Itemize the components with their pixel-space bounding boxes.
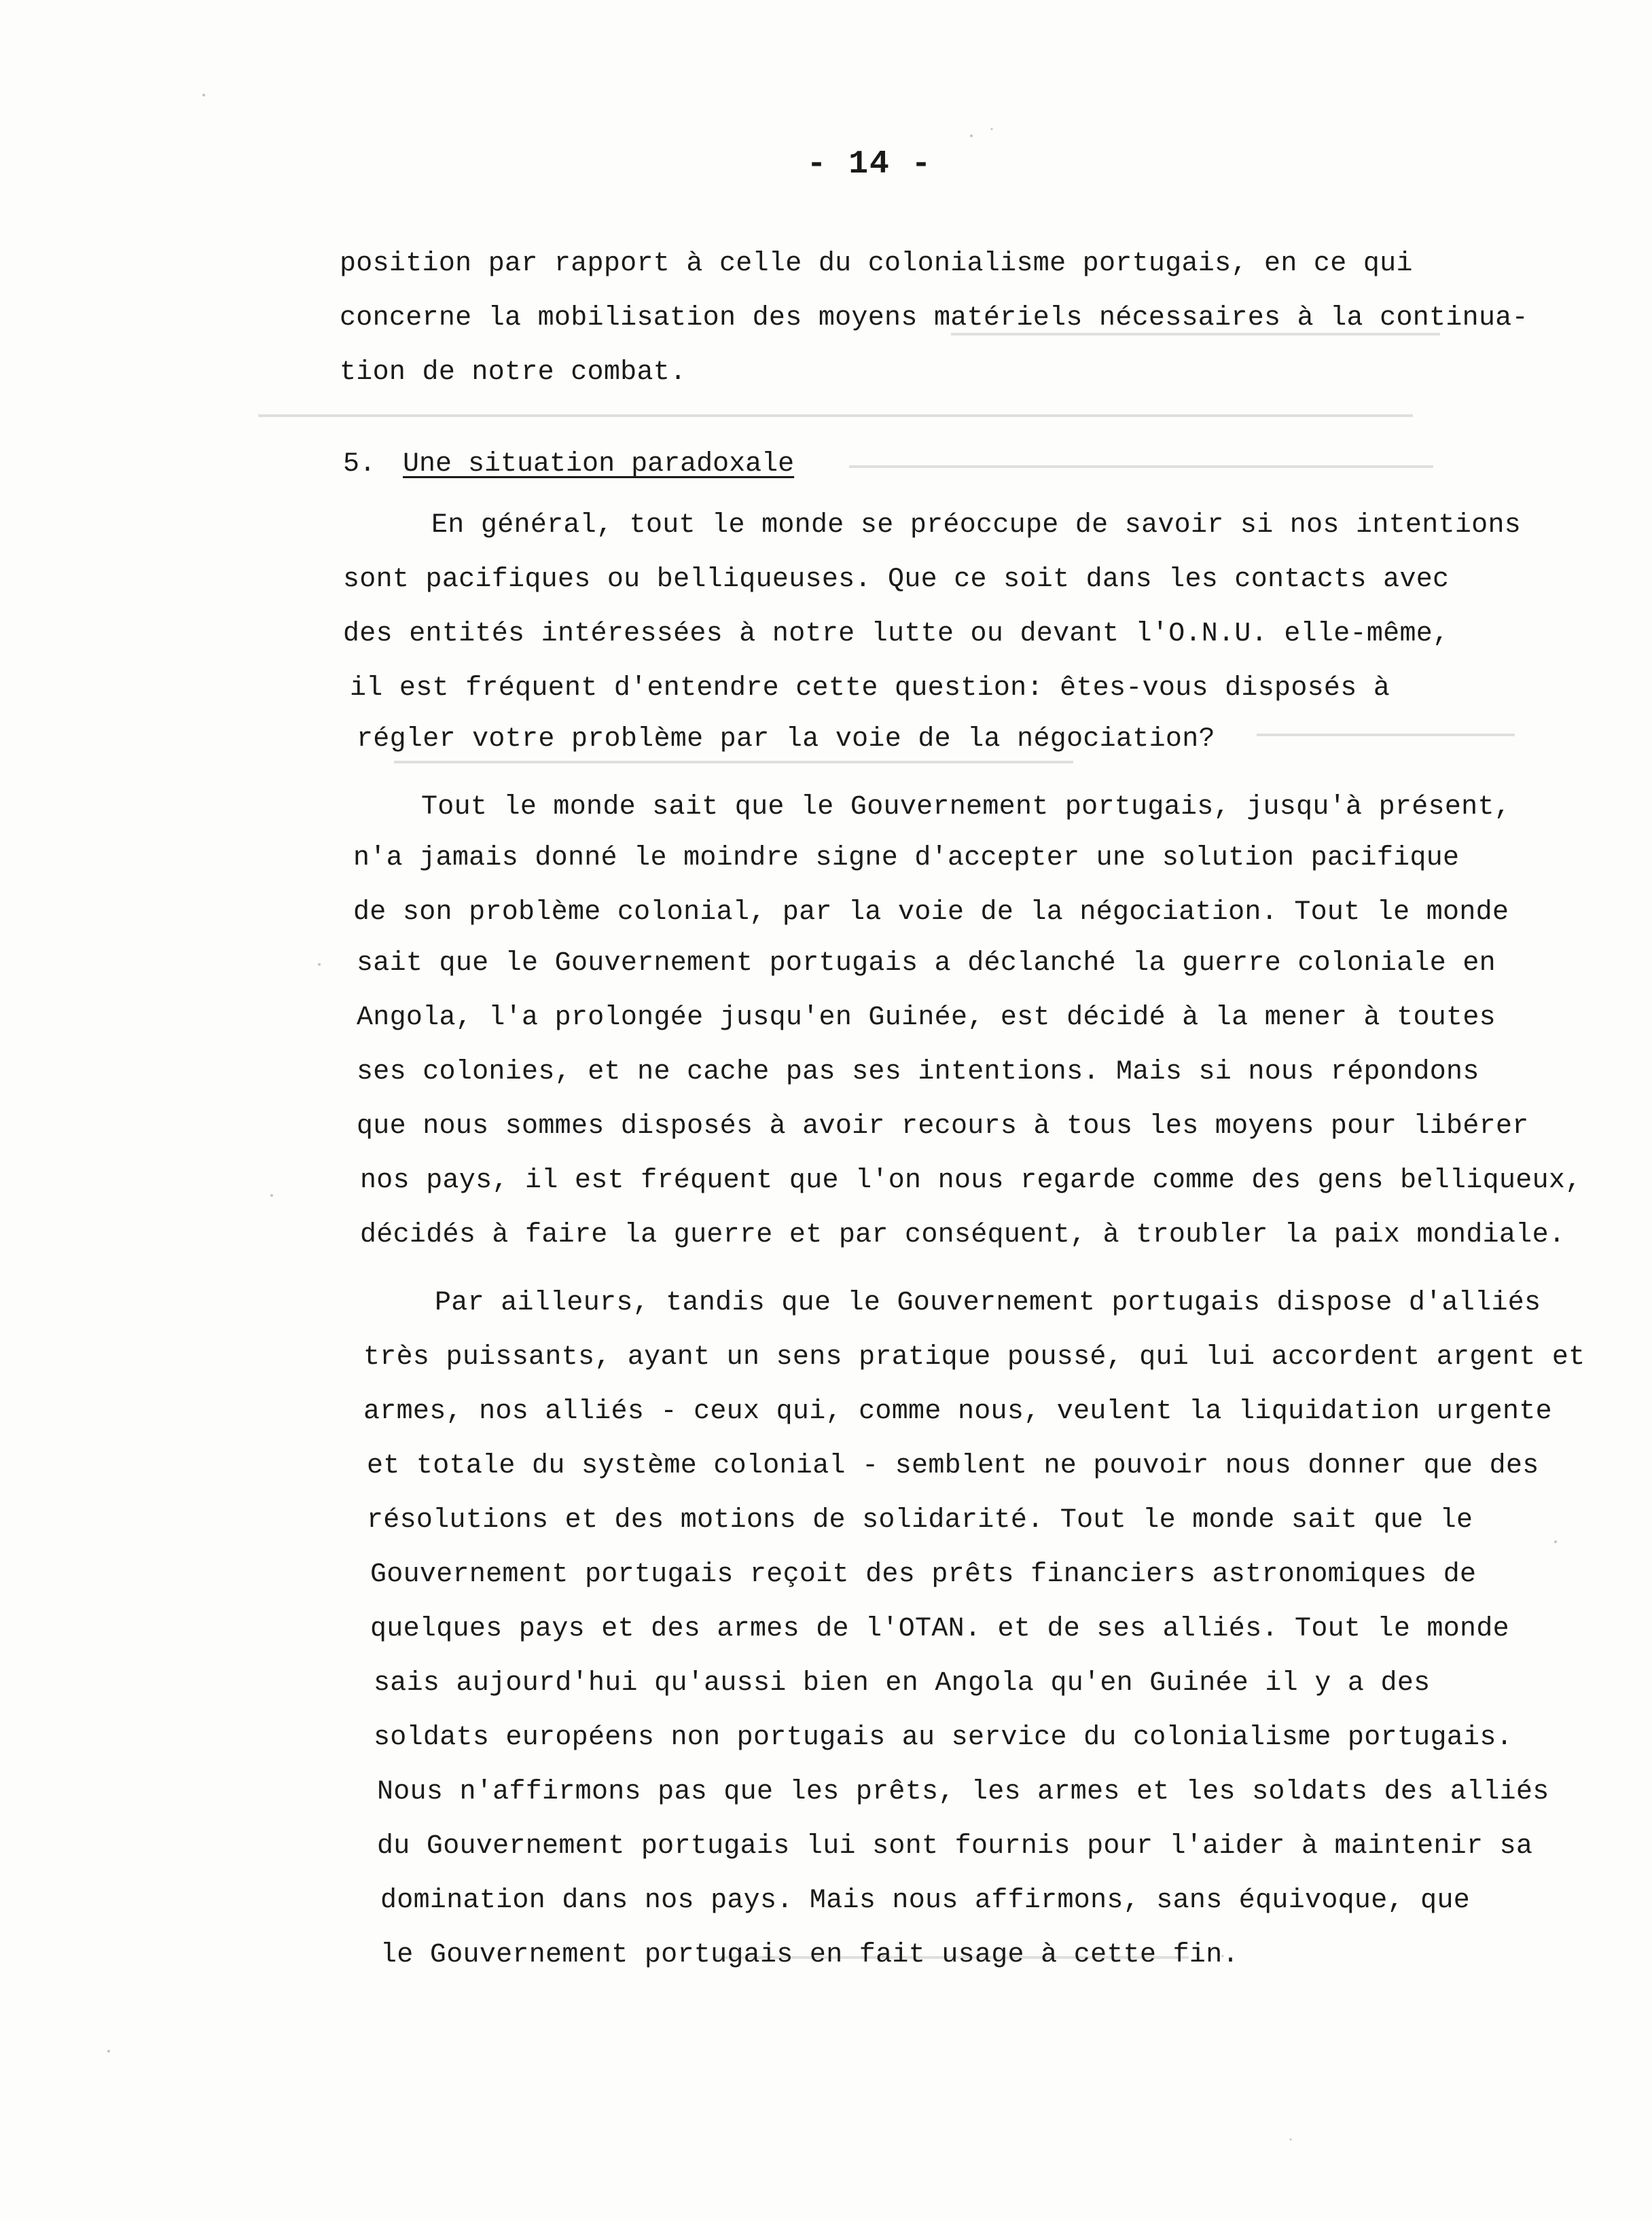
paragraph2-line-4: sait que le Gouvernement portugais a déclanché la guerre coloniale en (357, 948, 1496, 979)
paragraph2-line-3: de son problème colonial, par la voie de la négociation. Tout le monde (353, 897, 1509, 928)
paragraph2-line-9: décidés à faire la guerre et par conséquent, à troubler la paix mondiale. (360, 1220, 1566, 1250)
paragraph3-line-4: et totale du système colonial - semblent ne pouvoir nous donner que des (367, 1451, 1539, 1481)
paragraph3-line-6: Gouvernement portugais reçoit des prêts financiers astronomiques de (370, 1559, 1477, 1590)
paragraph3-line-7: quelques pays et des armes de l'OTAN. et de ses alliés. Tout le monde (370, 1614, 1509, 1644)
paragraph3-line-1: Par ailleurs, tandis que le Gouvernement portugais dispose d'alliés (435, 1288, 1541, 1318)
paragraph1-line-1: En général, tout le monde se préoccupe de savoir si nos intentions (431, 510, 1522, 541)
paragraph1-line-3: des entités intéressées à notre lutte ou devant l'O.N.U. elle-même, (343, 619, 1450, 649)
paragraph2-line-7: que nous sommes disposés à avoir recours à tous les moyens pour libérer (357, 1111, 1529, 1142)
paragraph3-line-11: du Gouvernement portugais lui sont fournis pour l'aider à maintenir sa (377, 1831, 1533, 1862)
paragraph2-line-2: n'a jamais donné le moindre signe d'accepter une solution pacifique (353, 843, 1460, 873)
section-title: Une situation paradoxale (403, 449, 795, 480)
intro-line-2: concerne la mobilisation des moyens matériels nécessaires à la continua- (340, 303, 1528, 333)
paragraph2-line-1: Tout le monde sait que le Gouvernement portugais, jusqu'à présent, (421, 792, 1511, 823)
paragraph2-line-8: nos pays, il est fréquent que l'on nous regarde comme des gens belliqueux, (360, 1166, 1582, 1196)
paragraph2-line-6: ses colonies, et ne cache pas ses intentions. Mais si nous répondons (357, 1057, 1479, 1087)
paragraph3-line-13: le Gouvernement portugais en fait usage à cette fin. (380, 1940, 1239, 1970)
intro-line-3: tion de notre combat. (340, 357, 687, 388)
paragraph3-line-10: Nous n'affirmons pas que les prêts, les armes et les soldats des alliés (377, 1777, 1549, 1807)
paragraph3-line-5: résolutions et des motions de solidarité. Tout le monde sait que le (367, 1505, 1473, 1536)
section-heading (343, 448, 794, 481)
intro-line-1: position par rapport à celle du colonialisme portugais, en ce qui (340, 249, 1413, 279)
paragraph3-line-3: armes, nos alliés - ceux qui, comme nous, veulent la liquidation urgente (363, 1396, 1552, 1427)
paragraph3-line-9: soldats européens non portugais au service du colonialisme portugais. (374, 1722, 1513, 1753)
paragraph3-line-12: domination dans nos pays. Mais nous affirmons, sans équivoque, que (380, 1885, 1471, 1916)
page-number: - 14 - (806, 146, 933, 183)
section-number: 5. (343, 449, 376, 480)
paragraph1-line-4: il est fréquent d'entendre cette question: êtes-vous disposés à (350, 673, 1390, 704)
paragraph2-line-5: Angola, l'a prolongée jusqu'en Guinée, est décidé à la mener à toutes (357, 1003, 1496, 1033)
paragraph3-line-8: sais aujourd'hui qu'aussi bien en Angola qu'en Guinée il y a des (374, 1668, 1431, 1699)
paragraph1-line-5: régler votre problème par la voie de la négociation? (357, 724, 1215, 755)
paragraph3-line-2: très puissants, ayant un sens pratique poussé, qui lui accordent argent et (363, 1342, 1585, 1373)
paragraph1-line-2: sont pacifiques ou belliqueuses. Que ce soit dans les contacts avec (343, 564, 1450, 595)
